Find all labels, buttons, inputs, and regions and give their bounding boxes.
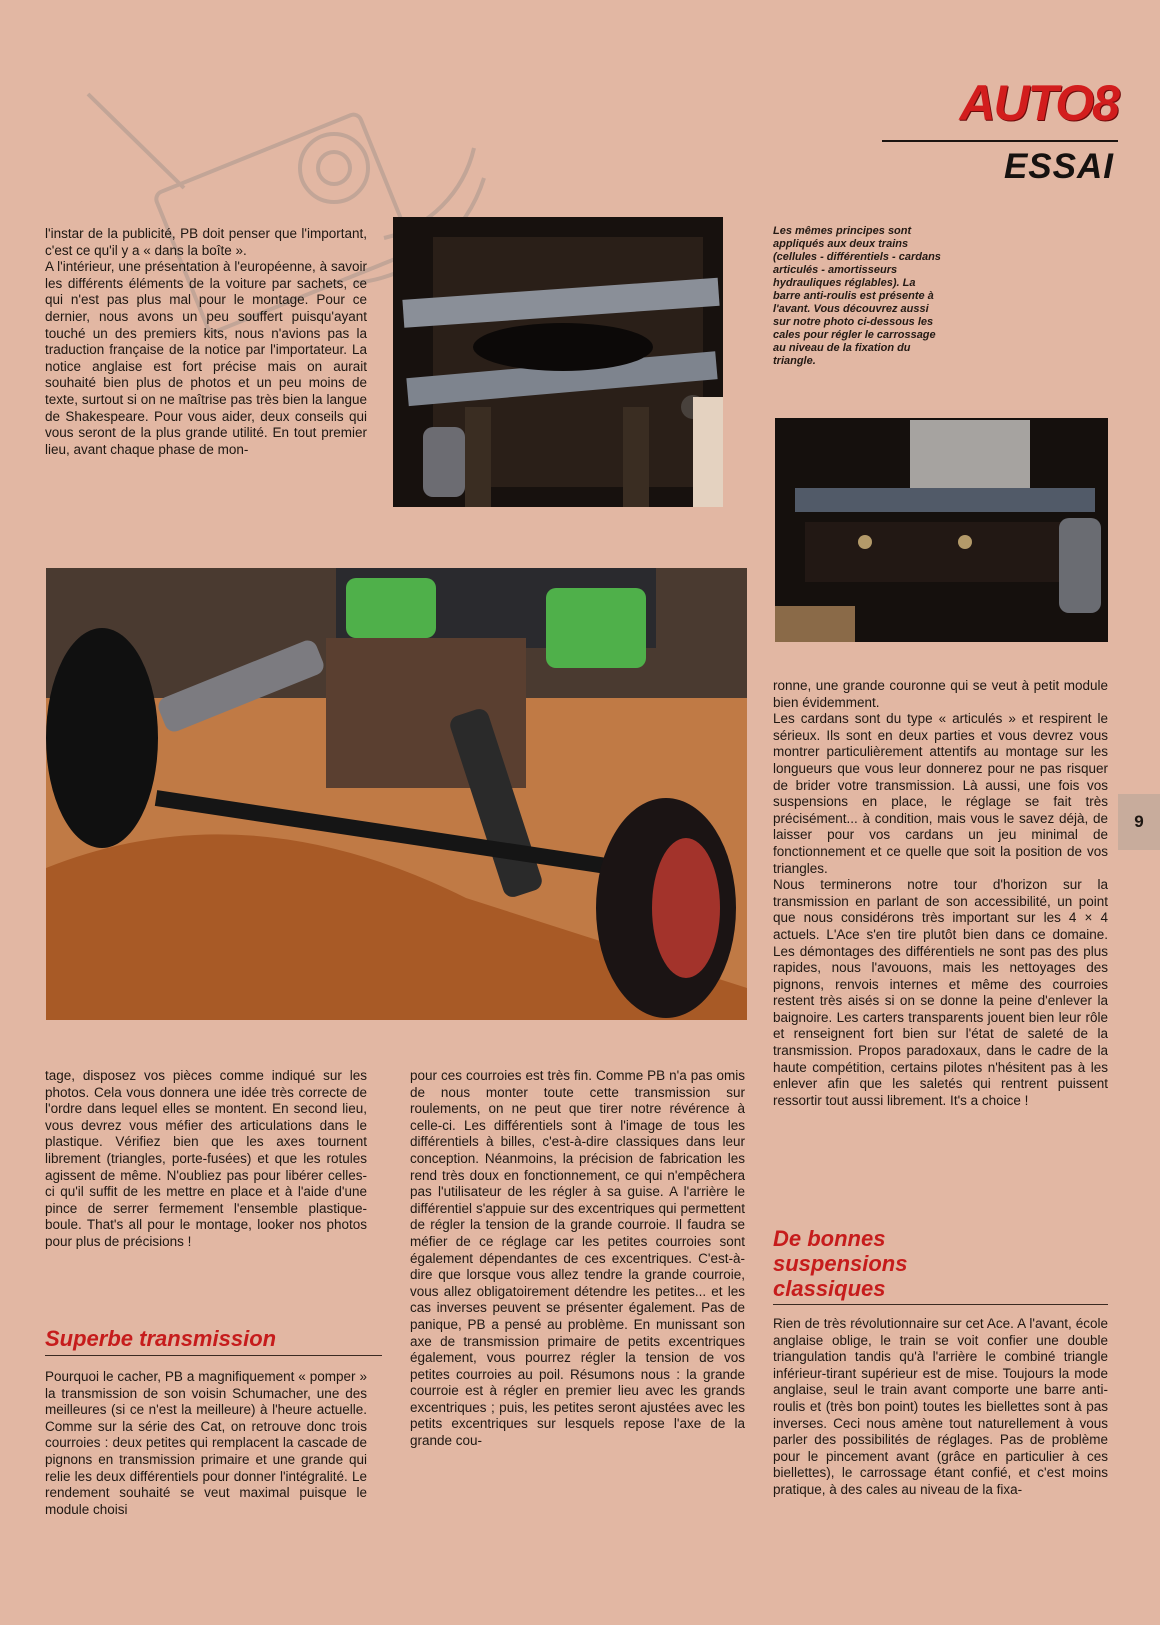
brand-rule — [882, 140, 1118, 142]
article-column-3-suspensions: Rien de très révolutionnaire sur cet Ace. A l'avant, école anglaise oblige, le train se voit confier une double triangulation tandis qu'à l'arrière le combiné triangle inférieur-tirant supérieur est de mise. Toujours la mode anglaise, seul le train avant comporte une barre anti-roulis et (très bon point) toutes les biellettes sont à pas inverses. Ceci nous amène tout naturellement à vous parler des possibilités de réglages. Pas de problème pour le pincement avant (grâce en particulier à ces biellettes), le carrossage étant confié, et c'est moins pratique, à des cales au niveau de la fixa- — [773, 1316, 1108, 1497]
article-column-1-transmission: Pourquoi le cacher, PB a magnifiquement « pomper » la transmission de son voisin Schumacher, une des meilleures (si ce n'est la meilleure) à l'heure actuelle. Comme sur la série des Cat, on retrouve donc trois courroies : deux petites qui remplacent la cascade de pignons en transmission primaire et une grande qui relie les deux différentiels pour donner l'intégralité. Le rendement souhaité se veut maximal puisque le module choisi — [45, 1369, 367, 1517]
article-column-1-bottom: tage, disposez vos pièces comme indiqué sur les photos. Cela vous donnera une idée très correcte de l'ordre dans lequel elles se montent. En second lieu, vous devrez vous méfier des articulations dans le plastique. Vérifiez bien que les axes tournent librement (triangles, porte-fusées) et que les rotules agissent de même. N'oubliez pas pour libérer celles-ci qu'il suffit de les mettre en place et à l'aide d'une pince de serrer fermement l'ensemble plastique-boule. That's all pour le montage, looker nos photos pour plus de précisions ! — [45, 1068, 367, 1249]
article-column-3-top: ronne, une grande couronne qui se veut à petit module bien évidemment. Les cardans sont du type « articulés » et respirent le sérieux. Ils sont en deux parties et vous devrez vous montrer particulièrement attentifs au montage sur les longueurs que vous leur donnerez pour ne pas risquer de brider votre transmission. Là aussi, une fois vos suspensions en place, le réglage se fait très précisément... à condition, mais vous le savez déjà, de laisser pour vos cardans un jeu minimal de fonctionnement et ce quelle que soit la position de vos triangles. Nous terminerons notre tour d'horizon sur la transmission en parlant de son accessibilité, un point que nous considérons très important sur les 4 × 4 actuels. L'Ace s'en tire plutôt bien dans ce domaine. Les démontages des différentiels ne sont pas des plus rapides, nous l'avouons, mais les nettoyages des pignons, renvois internes et même des courroies restent très aisés si on se donne la peine d'enlever la baignoire. Les carters transparents jouent bien leur rôle et renseignent fort bien sur l'état de saleté de la transmission. Propos paradoxaux, dans le cadre de la haute compétition, certains pilotes n'hésitent pas à les enlever afin que les saletés qui rentrent puissent ressortir tout aussi librement. It's a choice ! — [773, 678, 1108, 1108]
photo-caption: Les mêmes principes sont appliqués aux deux trains (cellules - différentiels - cardans articulés - amortisseurs hydrauliques réglables). La barre anti-roulis est présente à l'avant. Vous découvrez aussi sur notre photo ci-dessous les cales pour régler le carrossage au niveau de la fixation du triangle. — [773, 225, 941, 367]
page-number-tab: 9 — [1118, 794, 1160, 850]
heading-rule-transmission — [45, 1355, 382, 1356]
chassis-top-photo — [393, 217, 723, 507]
heading-superbe-transmission: Superbe transmission — [45, 1326, 277, 1351]
camber-shims-photo — [775, 418, 1108, 642]
heading-bonnes-suspensions: De bonnes suspensions classiques — [773, 1226, 908, 1301]
heading-rule-suspensions — [773, 1304, 1108, 1305]
rear-suspension-photo — [46, 568, 747, 1020]
article-column-2-bottom: pour ces courroies est très fin. Comme PB n'a pas omis de nous monter toute cette transmission sur roulements, on ne peut que tirer notre révérence à celle-ci. Les différentiels sont à l'image de tous les différentiels à billes, c'est-à-dire classiques dans leur conception. Néanmoins, la précision de fabrication les rend très doux en fonctionnement, ce qui n'empêchera pas l'utilisateur de les régler à sa guise. A l'arrière le différentiel s'appuie sur des excentriques qui permettent de régler la tension de la grande courroie. Il faudra se méfier de ce réglage car les petites courroies sont également dépendantes de ces excentriques. C'est-à-dire que lorsque vous allez tendre la grande courroie, vous allez obligatoirement détendre les petites... et les cas inverses peuvent se présenter également. Pas de panique, PB a pensé au problème. En munissant son axe de transmission primaire de petits excentriques également, vous pourrez régler la tension de vos petites courroies au poil. Résumons nous : la grande courroie est à régler en premier lieu avec les grands excentriques ; puis, les petites seront ajustées avec les petits excentriques sur lesquels repose l'axe de la grande cou- — [410, 1068, 745, 1449]
article-column-1-top: l'instar de la publicité, PB doit penser que l'important, c'est ce qu'il y a « dans la boîte ». A l'intérieur, une présentation à l'européenne, à savoir les différents éléments de la voiture par sachets, ce qui n'est pas plus mal pour le montage. Pour ce dernier, nous avons un peu souffert puisqu'ayant touché un des premiers kits, nous n'avions pas la traduction française de la notice par l'importateur. La notice anglaise est fort précise mais on aurait souhaité bien plus de photos et un peu moins de texte, surtout si on ne maîtrise pas très bien la langue de Shakespeare. Pour vous aider, deux conseils qui vous seront de la plus grande utilité. En tout premier lieu, avant chaque phase de mon- — [45, 226, 367, 457]
brand-block — [878, 74, 1118, 188]
brand-logo: AUTO8 — [959, 75, 1118, 131]
section-tag: ESSAI — [1003, 147, 1114, 186]
